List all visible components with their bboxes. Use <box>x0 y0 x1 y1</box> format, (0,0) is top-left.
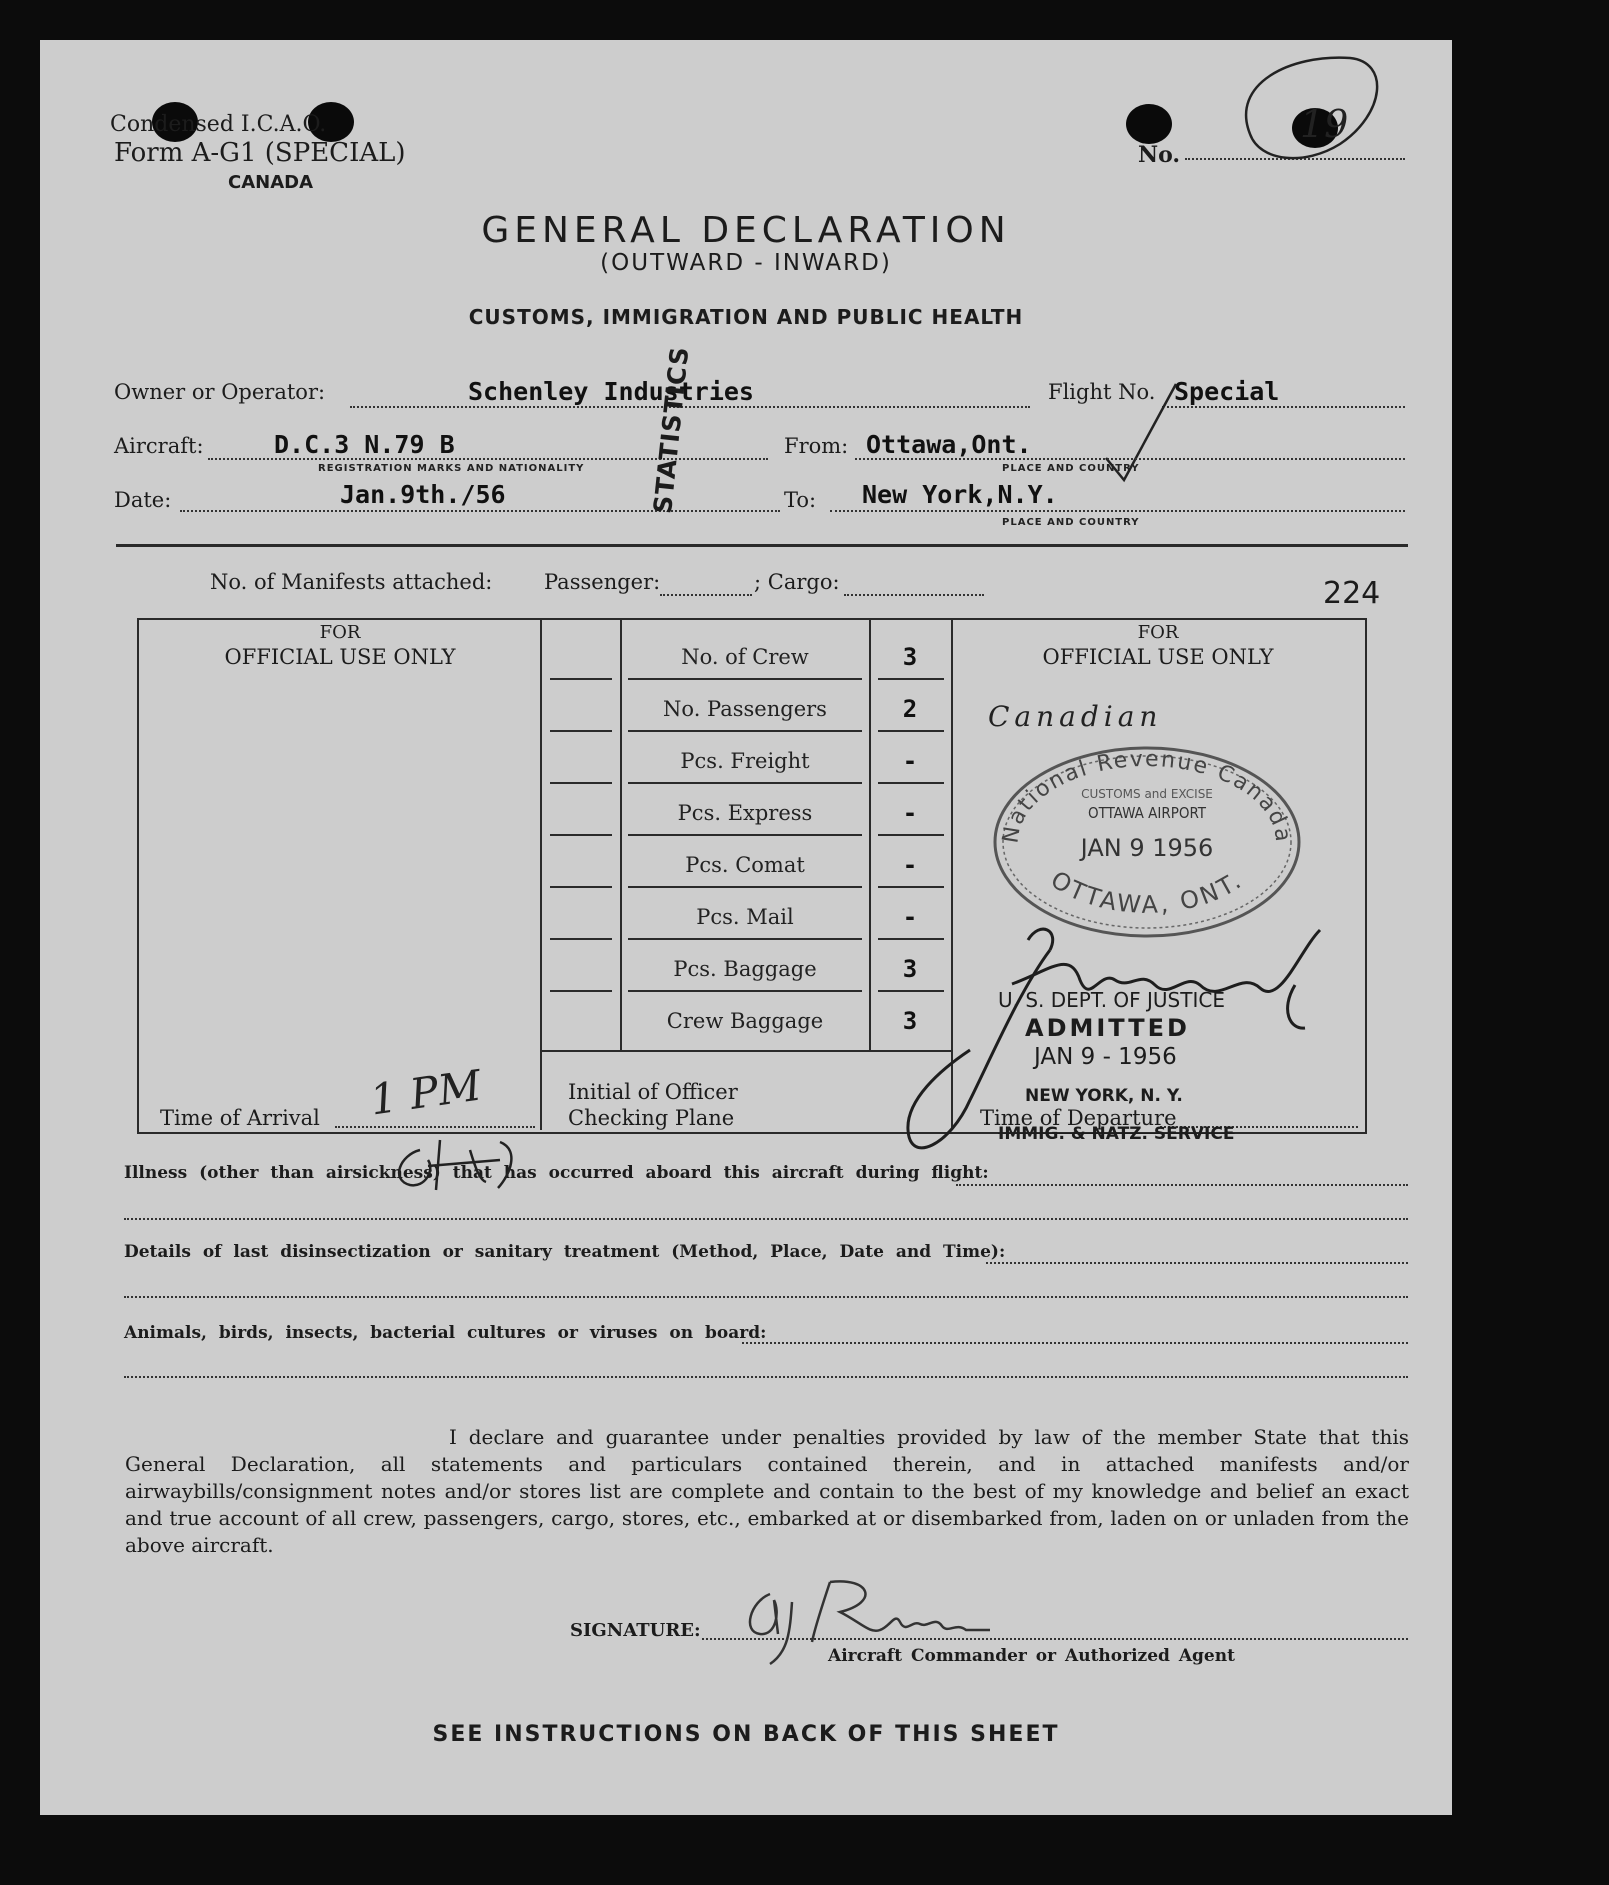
illness-line <box>956 1184 1408 1186</box>
canadian-note: Canadian <box>988 700 1163 733</box>
handwritten-note <box>380 1130 540 1200</box>
disinsect-label: Details of last disinsectization or sanitary treatment (Method, Place, Date and Time): <box>124 1242 1006 1262</box>
doj-stamp-line3: JAN 9 - 1956 <box>1034 1044 1177 1070</box>
officer-signature <box>900 910 1350 1170</box>
row-rule <box>550 678 612 680</box>
signature-caption: Aircraft Commander or Authorized Agent <box>828 1646 1235 1666</box>
row-rule <box>550 938 612 940</box>
flight-label: Flight No. <box>1048 380 1156 404</box>
row-rule <box>628 730 862 732</box>
manifest-passenger-line <box>660 594 752 596</box>
to-label: To: <box>784 488 817 512</box>
row-rule <box>878 678 944 680</box>
row-rule <box>878 730 944 732</box>
row-rule <box>628 782 862 784</box>
row-passengers-value: 2 <box>902 695 918 723</box>
row-rule <box>628 938 862 940</box>
form-title: GENERAL DECLARATION <box>481 210 1011 251</box>
doj-stamp-line2: ADMITTED <box>1025 1014 1190 1042</box>
row-mail-label: Pcs. Mail <box>696 905 794 929</box>
row-rule <box>628 834 862 836</box>
punch-hole <box>1126 104 1172 144</box>
initial-officer-label-2: Checking Plane <box>568 1106 735 1130</box>
form-subtitle: (OUTWARD - INWARD) <box>600 250 892 276</box>
time-of-arrival-value: 1 PM <box>367 1060 485 1125</box>
aircraft-caption: REGISTRATION MARKS AND NATIONALITY <box>318 463 585 474</box>
date-line <box>180 510 780 512</box>
date-label: Date: <box>114 488 172 512</box>
row-rule <box>550 834 612 836</box>
initial-officer-label-1: Initial of Officer <box>568 1080 738 1104</box>
revenue-stamp-airport: OTTAWA AIRPORT <box>1088 804 1206 822</box>
row-rule <box>550 782 612 784</box>
revenue-stamp-date: JAN 9 1956 <box>1080 834 1214 862</box>
row-freight-value: - <box>902 747 918 775</box>
row-rule <box>550 730 612 732</box>
doj-stamp-line1: U. S. DEPT. OF JUSTICE <box>998 988 1225 1012</box>
illness-label: Illness (other than airsickness) that has occurred aboard this aircraft during flight: <box>124 1163 989 1183</box>
to-line <box>830 510 1405 512</box>
animals-line <box>742 1342 1408 1344</box>
to-caption: PLACE AND COUNTRY <box>1002 517 1140 528</box>
right-official-header-2: OFFICIAL USE ONLY <box>1042 645 1274 669</box>
form-header-line3: CANADA <box>228 172 314 193</box>
left-official-header-1: FOR <box>319 622 361 643</box>
circled-number-mark <box>1220 44 1400 174</box>
left-official-header-2: OFFICIAL USE ONLY <box>224 645 456 669</box>
from-value: Ottawa,Ont. <box>866 430 1032 459</box>
row-crew-baggage-label: Crew Baggage <box>666 1009 824 1033</box>
revenue-stamp-sub: CUSTOMS and EXCISE <box>1081 787 1213 801</box>
row-rule <box>628 990 862 992</box>
footer-instructions: SEE INSTRUCTIONS ON BACK OF THIS SHEET <box>432 1722 1060 1747</box>
row-crew-value: 3 <box>902 643 918 671</box>
table-divider <box>542 1050 951 1052</box>
row-rule <box>878 782 944 784</box>
disinsect-line <box>986 1262 1408 1264</box>
form-subheading: CUSTOMS, IMMIGRATION AND PUBLIC HEALTH <box>468 305 1024 329</box>
to-value: New York,N.Y. <box>862 480 1058 509</box>
row-mail-value: - <box>902 903 918 931</box>
manifest-cargo-label: ; Cargo: <box>754 570 840 594</box>
disinsect-line-2 <box>124 1296 1408 1298</box>
table-divider <box>869 620 871 1050</box>
right-official-header-1: FOR <box>1137 622 1179 643</box>
row-rule <box>878 834 944 836</box>
animals-label: Animals, birds, insects, bacterial cultures or viruses on board: <box>124 1323 767 1343</box>
manifest-passenger-label: Passenger: <box>544 570 661 594</box>
row-comat-value: - <box>902 851 918 879</box>
row-rule <box>628 678 862 680</box>
flight-value: Special <box>1174 377 1280 406</box>
statistics-stamp: STATISTICS <box>648 344 695 516</box>
date-value: Jan.9th./56 <box>340 480 506 509</box>
row-rule <box>550 990 612 992</box>
revenue-stamp-bottom: OTTAWA, ONT. <box>1045 865 1249 920</box>
time-of-departure-label: Time of Departure <box>980 1106 1177 1130</box>
from-caption: PLACE AND COUNTRY <box>1002 463 1140 474</box>
form-header-line1: Condensed I.C.A.O. <box>110 112 327 137</box>
row-crew-label: No. of Crew <box>681 645 809 669</box>
row-express-value: - <box>902 799 918 827</box>
form-number-label: No. <box>1138 142 1181 168</box>
margin-number: 224 <box>1323 576 1381 611</box>
owner-value: Schenley Industries <box>468 377 754 406</box>
manifest-cargo-line <box>844 594 984 596</box>
doj-stamp-line5: IMMIG. & NATZ. SERVICE <box>998 1124 1235 1144</box>
section-divider <box>116 544 1408 547</box>
document-page <box>40 40 1452 1815</box>
row-crew-baggage-value: 3 <box>902 1007 918 1035</box>
row-baggage-label: Pcs. Baggage <box>673 957 817 981</box>
row-comat-label: Pcs. Comat <box>685 853 805 877</box>
row-passengers-label: No. Passengers <box>663 697 827 721</box>
aircraft-value: D.C.3 N.79 B <box>274 430 455 459</box>
revenue-stamp-top: National Revenue Canada <box>998 746 1296 845</box>
owner-line <box>350 406 1030 408</box>
table-divider <box>540 620 542 1130</box>
animals-line-2 <box>124 1376 1408 1378</box>
doj-stamp-line4: NEW YORK, N. Y. <box>1025 1086 1183 1106</box>
row-baggage-value: 3 <box>902 955 918 983</box>
form-header-line2: Form A-G1 (SPECIAL) <box>114 138 406 168</box>
from-label: From: <box>784 434 849 458</box>
flight-line <box>1162 406 1405 408</box>
row-rule <box>878 886 944 888</box>
table-divider <box>620 620 622 1050</box>
time-of-arrival-line <box>335 1126 535 1128</box>
row-express-label: Pcs. Express <box>677 801 813 825</box>
row-rule <box>628 886 862 888</box>
illness-line-2 <box>124 1218 1408 1220</box>
aircraft-label: Aircraft: <box>114 434 204 458</box>
owner-label: Owner or Operator: <box>114 380 326 404</box>
manifests-label: No. of Manifests attached: <box>210 570 493 594</box>
time-of-arrival-label: Time of Arrival <box>160 1106 320 1130</box>
row-rule <box>550 886 612 888</box>
declaration-text: I declare and guarantee under penalties provided by law of the member State that this General Declaration, all statements and particulars contained therein, and in attached manifests and/or airwaybills/consignment notes and/or stores list are complete and contain to the best of my knowledge and belief an exact and true account of all crew, passengers, cargo, stores, etc., embarked at or disembarked from, laden on or unladen from the above aircraft. <box>125 1425 1409 1557</box>
signature-label: SIGNATURE: <box>570 1620 701 1641</box>
row-freight-label: Pcs. Freight <box>680 749 810 773</box>
form-number-value: 19 <box>1300 102 1349 146</box>
